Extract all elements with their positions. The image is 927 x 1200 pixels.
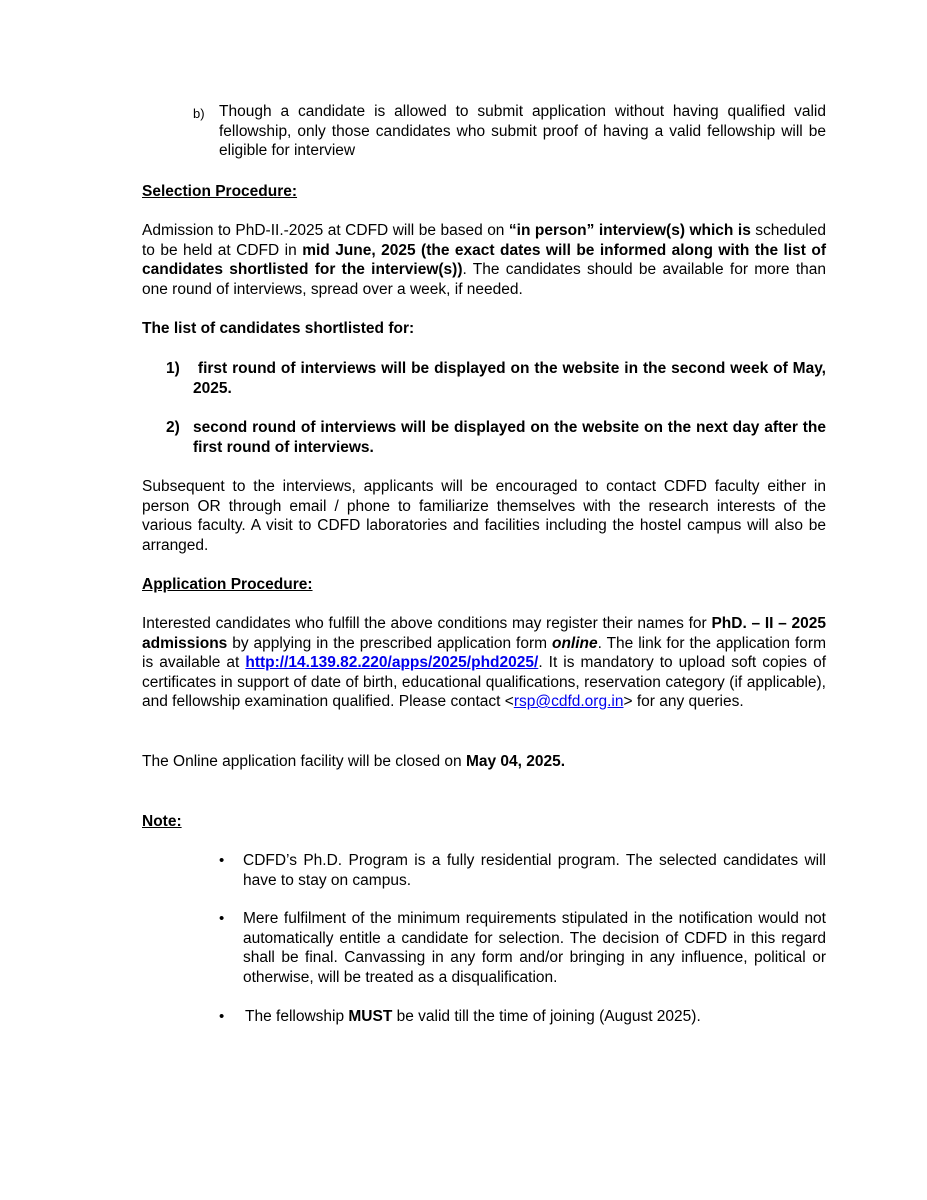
note-item-residential: CDFD’s Ph.D. Program is a fully residential program. The selected candidates will have to stay on campus. bbox=[243, 852, 826, 889]
shortlist-item-2: second round of interviews will be displayed on the website on the next day after the first round of interviews. bbox=[193, 419, 826, 456]
note-heading: Note: bbox=[142, 813, 182, 830]
shortlist-heading: The list of candidates shortlisted for: bbox=[142, 320, 415, 337]
eligibility-item-b: Though a candidate is allowed to submit application without having qualified valid fellowship, only those candidates who submit proof of having a valid fellowship will be eligible for interview bbox=[219, 103, 826, 159]
list-marker-2: 2) bbox=[166, 419, 180, 436]
list-marker-1: 1) bbox=[166, 360, 180, 377]
selection-paragraph: Admission to PhD-II.-2025 at CDFD will be based on “in person” interview(s) which is scheduled to be held at CDFD in mid June, 2025 (the exact dates will be informed along with the list of candidates shortlisted for the interview(s)). The candidates should be available for more than one round of interviews, spread over a week, if needed. bbox=[142, 222, 826, 298]
list-marker-b: b) bbox=[193, 106, 205, 121]
application-paragraph: Interested candidates who fulfill the above conditions may register their names for PhD. – II – 2025 admissions by applying in the prescribed application form online. The link for the application form is available at http://14.139.82.220/apps/2025/phd2025/. It is mandatory to upload soft copies of certificates in support of date of birth, educational qualifications, reservation category (if applicable), and fellowship examination qualified. Please contact <rsp@cdfd.org.in> for any queries. bbox=[142, 615, 827, 710]
closing-date-line: The Online application facility will be closed on May 04, 2025. bbox=[142, 753, 566, 770]
interviews-paragraph: Subsequent to the interviews, applicants will be encouraged to contact CDFD faculty either in person OR through email / phone to familiarize themselves with the research interests of the various faculty. A visit to CDFD laboratories and facilities including the hostel campus will also be arranged. bbox=[142, 478, 826, 554]
shortlist-item-1: first round of interviews will be displayed on the website in the second week of May, 2025. bbox=[193, 360, 831, 397]
bullet-2: • bbox=[219, 910, 225, 927]
application-form-link[interactable]: http://14.139.82.220/apps/2025/phd2025/ bbox=[245, 654, 539, 671]
selection-procedure-heading: Selection Procedure: bbox=[142, 183, 298, 200]
note-item-selection: Mere fulfilment of the minimum requirements stipulated in the notification would not automatically entitle a candidate for selection. The decision of CDFD in this regard shall be final. Canvassing in any form and/or bringing in any influence, political or otherwise, will be treated as a disqualification. bbox=[243, 910, 826, 986]
application-procedure-heading: Application Procedure: bbox=[142, 576, 313, 593]
contact-email-link[interactable]: rsp@cdfd.org.in bbox=[513, 693, 624, 710]
bullet-3: • bbox=[219, 1008, 225, 1025]
note-item-fellowship: The fellowship MUST be valid till the time of joining (August 2025). bbox=[245, 1008, 701, 1025]
bullet-1: • bbox=[219, 852, 225, 869]
